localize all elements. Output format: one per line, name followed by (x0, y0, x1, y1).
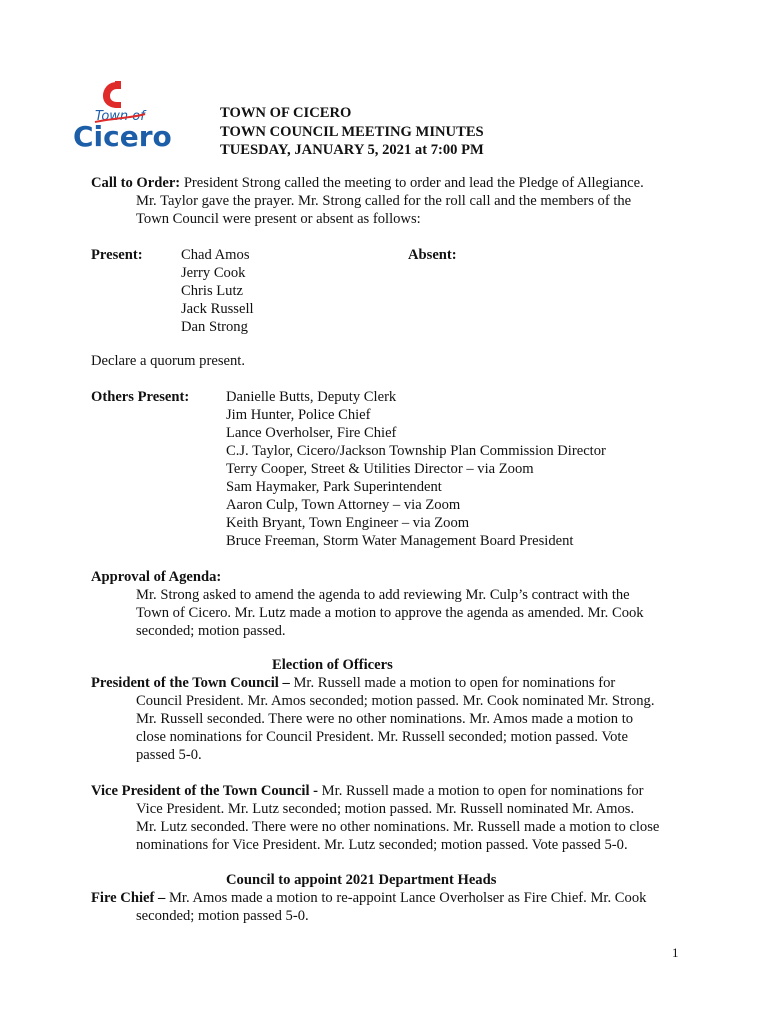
vice-president-label: Vice President of the Town Council - (91, 783, 319, 799)
call-to-order-line3: Town Council were present or absent as follows: (136, 211, 421, 227)
others-present-label: Others Present: (91, 389, 190, 405)
president-label: President of the Town Council – (91, 675, 290, 691)
others-present-item: Jim Hunter, Police Chief (226, 407, 371, 423)
dept-heads-heading: Council to appoint 2021 Department Heads (226, 872, 497, 888)
present-member: Chad Amos (181, 247, 250, 263)
document-header (220, 104, 484, 160)
present-member: Dan Strong (181, 319, 248, 335)
president-text: Mr. Russell made a motion to open for nominations for (289, 675, 616, 691)
others-present-item: Sam Haymaker, Park Superintendent (226, 479, 442, 495)
call-to-order-text: President Strong called the meeting to order and lead the Pledge of Allegiance. (180, 175, 644, 191)
others-present-item: Bruce Freeman, Storm Water Management Board President (226, 533, 574, 549)
vice-president-text: Mr. Russell made a motion to open for nominations for (318, 783, 644, 799)
fire-chief-appointment (91, 889, 691, 925)
fire-chief-label: Fire Chief – (91, 890, 166, 906)
present-member: Jerry Cook (181, 265, 246, 281)
election-heading: Election of Officers (272, 657, 393, 673)
logo-line1: Town of (95, 109, 145, 124)
president-line: Mr. Russell seconded. There were no other nominations. Mr. Amos made a motion to (136, 711, 634, 727)
call-to-order-line2: Mr. Taylor gave the prayer. Mr. Strong called for the roll call and the members of the (136, 193, 632, 209)
others-present-list (226, 388, 606, 550)
others-present-item: Terry Cooper, Street & Utilities Director – via Zoom (226, 461, 534, 477)
others-present-item: Danielle Butts, Deputy Clerk (226, 389, 397, 405)
quorum-statement: Declare a quorum present. (91, 353, 245, 369)
logo-line2: Cicero (73, 120, 172, 153)
others-present-item: C.J. Taylor, Cicero/Jackson Township Plan Commission Director (226, 443, 606, 459)
present-list (181, 246, 254, 336)
approval-line: seconded; motion passed. (136, 623, 286, 639)
header-title: TOWN COUNCIL MEETING MINUTES (220, 123, 484, 140)
president-election (91, 674, 691, 764)
vice-president-line: Mr. Lutz seconded. There were no other nominations. Mr. Russell made a motion to close (136, 819, 660, 835)
fire-chief-line: seconded; motion passed 5-0. (136, 908, 309, 924)
approval-line: Mr. Strong asked to amend the agenda to add reviewing Mr. Culp’s contract with the (136, 587, 630, 603)
others-present-item: Aaron Culp, Town Attorney – via Zoom (226, 497, 461, 513)
president-line: Council President. Mr. Amos seconded; motion passed. Mr. Cook nominated Mr. Strong. (136, 693, 655, 709)
page-number: 1 (672, 945, 679, 960)
approval-of-agenda (91, 568, 691, 640)
call-to-order (91, 174, 691, 228)
vice-president-line: nominations for Vice President. Mr. Lutz seconded; motion passed. Vote passed 5-0. (136, 837, 628, 853)
approval-label: Approval of Agenda: (91, 569, 222, 585)
present-member: Chris Lutz (181, 283, 244, 299)
vice-president-line: Vice President. Mr. Lutz seconded; motion passed. Mr. Russell nominated Mr. Amos. (136, 801, 635, 817)
absent-label: Absent: (408, 247, 457, 263)
others-present-item: Keith Bryant, Town Engineer – via Zoom (226, 515, 470, 531)
president-line: close nominations for Council President. Mr. Russell seconded; motion passed. Vote (136, 729, 628, 745)
president-line: passed 5-0. (136, 747, 202, 763)
header-town: TOWN OF CICERO (220, 105, 352, 121)
town-logo (73, 78, 173, 156)
present-member: Jack Russell (181, 301, 254, 317)
header-date: TUESDAY, JANUARY 5, 2021 at 7:00 PM (220, 142, 484, 158)
present-label: Present: (91, 247, 143, 263)
vice-president-election (91, 782, 691, 854)
others-present-item: Lance Overholser, Fire Chief (226, 425, 397, 441)
approval-line: Town of Cicero. Mr. Lutz made a motion to approve the agenda as amended. Mr. Cook (136, 605, 644, 621)
fire-chief-text: Mr. Amos made a motion to re-appoint Lance Overholser as Fire Chief. Mr. Cook (165, 890, 647, 906)
call-to-order-label: Call to Order: (91, 175, 181, 191)
